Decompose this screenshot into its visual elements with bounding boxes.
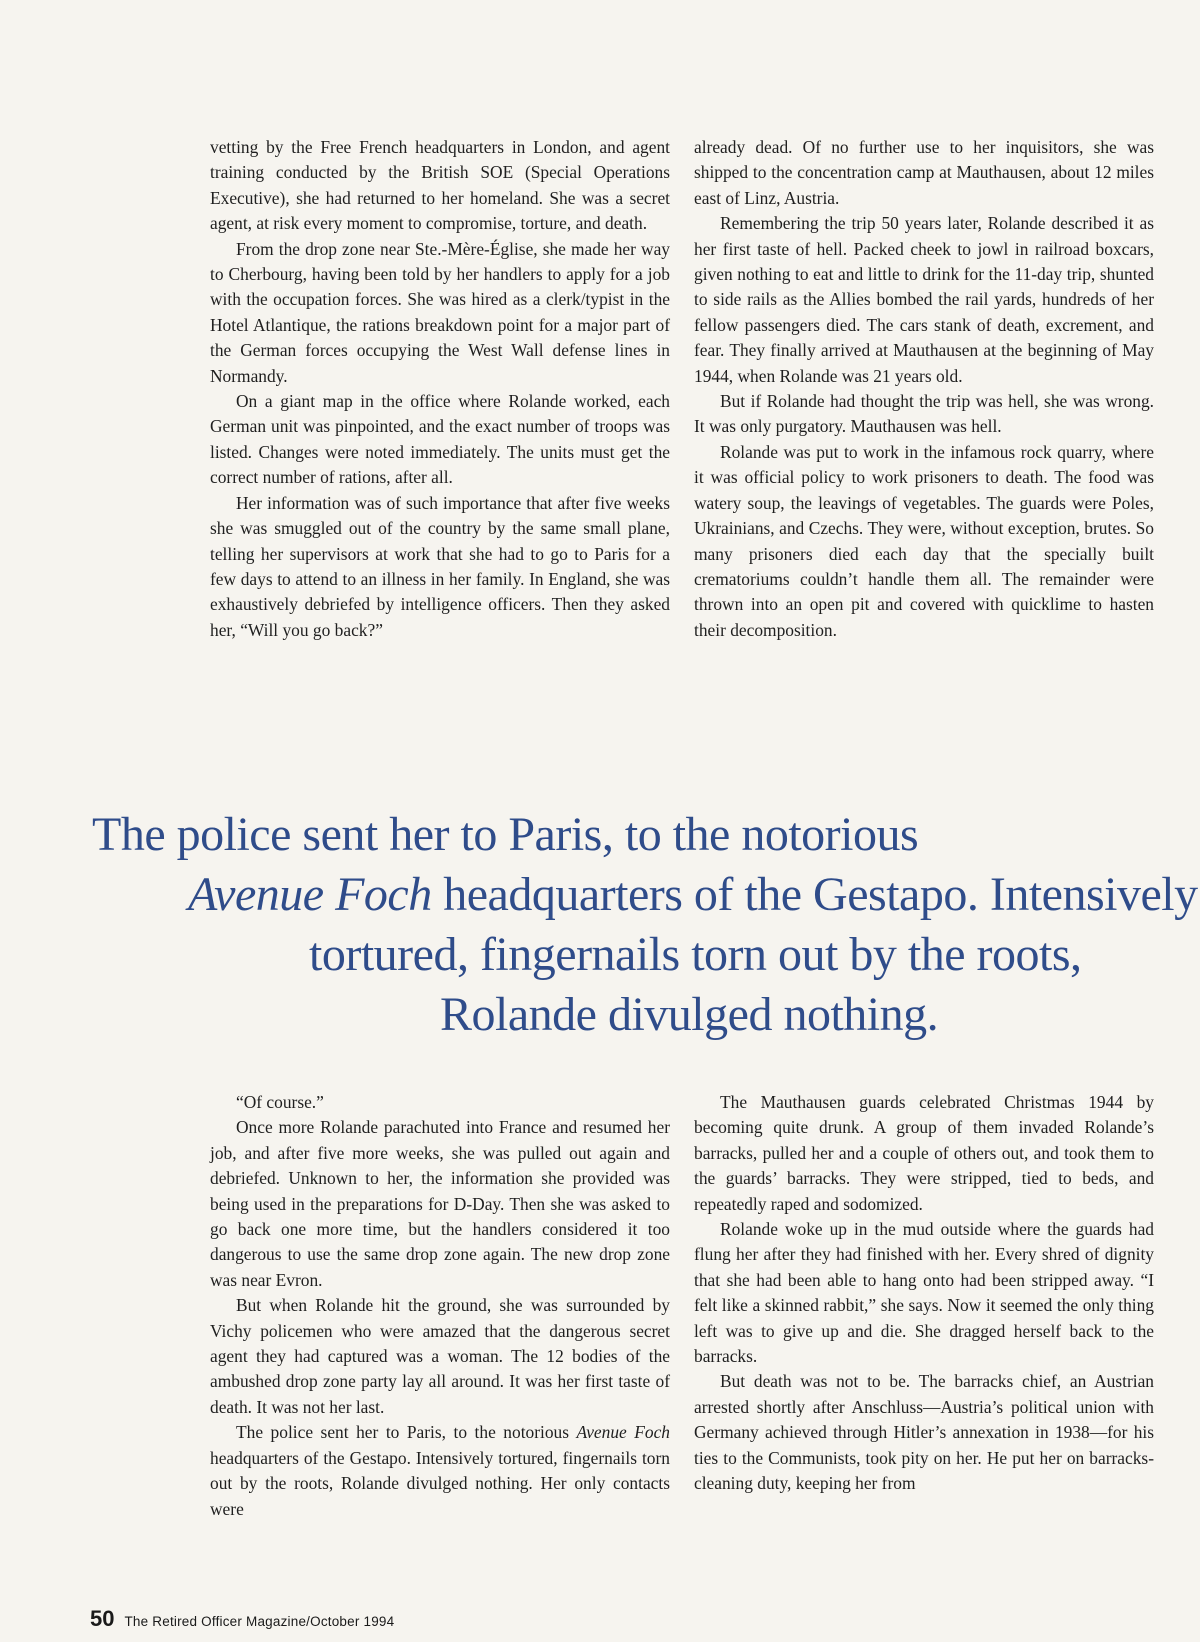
paragraph [210, 1420, 670, 1522]
pull-quote-line: tortured, fingernails torn out by the roots, [309, 928, 1082, 981]
pull-quote-line: Rolande divulged nothing. [440, 988, 939, 1041]
paragraph: Her information was of such importance that after five weeks she was smuggled out of the country by the same small plane, telling her supervisors at work that she had to go to Paris for a few days to attend to an illness in her family. In England, she was exhaustively debriefed by intelligence officers. Then they asked her, “Will you go back?” [210, 492, 670, 640]
paragraph: From the drop zone near Ste.-Mère-Église, she made her way to Cherbourg, having been told by her handlers to apply for a job with the occupation forces. She was hired as a clerk/typist in the Hotel Atlantique, the rations breakdown point for a major part of the German forces occupying the West Wall defense lines in Normandy. [210, 238, 670, 386]
paragraph: But when Rolande hit the ground, she was surrounded by Vichy policemen who were amazed that the dangerous secret agent they had captured was a woman. The 12 bodies of the ambushed drop zone party lay all around. It was her first taste of death. It was not her last. [210, 1295, 670, 1417]
paragraph: Remembering the trip 50 years later, Rolande described it as her first taste of hell. Packed cheek to jowl in railroad boxcars, given nothing to eat and little to drink for the 11-day trip, shunted to side rails as the Allies bombed the rail yards, hundreds of her fellow passengers died. The cars stank of death, excrement, and fear. They finally arrived at Mauthausen at the beginning of May 1944, when Rolande was 21 years old. [694, 213, 1154, 386]
pull-quote-line [60, 865, 1198, 925]
pull-quote [60, 805, 1198, 1045]
paragraph: vetting by the Free French headquarters in London, and agent training conducted by the British SOE (Special Operations Executive), she had returned to her homeland. She was a secret agent, at risk every moment to compromise, torture, and death. [210, 137, 670, 234]
paragraph: “Of course.” [236, 1092, 324, 1112]
publication-line: The Retired Officer Magazine/October 1994 [124, 1614, 395, 1629]
article-column-top-left [210, 135, 670, 643]
article-column-bottom-right [694, 1090, 1154, 1497]
paragraph: Rolande was put to work in the infamous rock quarry, where it was official policy to work prisoners to death. The food was watery soup, the leavings of vegetables. The guards were Poles, Ukrainians, and Czechs. They were, without exception, brutes. So many prisoners died each day that the specially built crematoriums couldn’t handle them all. The remainder were thrown into an open pit and covered with quicklime to hasten their decomposition. [694, 441, 1154, 640]
article-column-bottom-left [210, 1090, 670, 1522]
paragraph: Rolande woke up in the mud outside where the guards had flung her after they had finished with her. Every shred of dignity that she had been able to hang onto had been stripped away. “I felt like a skinned rabbit,” she says. Now it seemed the only thing left was to give up and die. She dragged herself back to the barracks. [694, 1219, 1154, 1367]
page-number: 50 [90, 1606, 115, 1631]
paragraph: Once more Rolande parachuted into France and resumed her job, and after five more weeks, she was pulled out again and debriefed. Unknown to her, the information she provided was being used in the preparations for D-Day. Then she was asked to go back one more time, but the handlers considered it too dangerous to use the same drop zone again. The new drop zone was near Evron. [210, 1117, 670, 1290]
paragraph-text: headquarters of the Gestapo. Intensively tortured, fingernails torn out by the roots, Rolande divulged nothing. Her only contacts were [210, 1447, 670, 1519]
paragraph: But death was not to be. The barracks chief, an Austrian arrested shortly after Anschluss—Austria’s political union with Germany achieved through Hitler’s annexation in 1938—for his ties to the Communists, took pity on her. He put her on barracks-cleaning duty, keeping her from [694, 1371, 1154, 1494]
paragraph: But if Rolande had thought the trip was hell, she was wrong. It was only purgatory. Mauthausen was hell. [694, 391, 1154, 437]
paragraph: The Mauthausen guards celebrated Christmas 1944 by becoming quite drunk. A group of them invaded Rolande’s barracks, pulled her and a couple of others out, and took them to the guards’ barracks. They were stripped, tied to beds, and repeatedly raped and sodomized. [694, 1092, 1154, 1214]
italic-phrase: Avenue Foch [576, 1422, 670, 1443]
paragraph-text: The police sent her to Paris, to the notorious [236, 1422, 577, 1443]
article-column-top-right [694, 135, 1154, 643]
pull-quote-italic-phrase: Avenue Foch [188, 868, 432, 921]
page-footer [90, 1606, 394, 1632]
pull-quote-line: The police sent her to Paris, to the notorious [92, 808, 919, 861]
pull-quote-text: headquarters of the Gestapo. Intensively [431, 868, 1198, 921]
paragraph: already dead. Of no further use to her inquisitors, she was shipped to the concentration camp at Mauthausen, about 12 miles east of Linz, Austria. [694, 137, 1154, 208]
paragraph: On a giant map in the office where Rolande worked, each German unit was pinpointed, and the exact number of troops was listed. Changes were noted immediately. The units must get the correct number of rations, after all. [210, 391, 670, 488]
